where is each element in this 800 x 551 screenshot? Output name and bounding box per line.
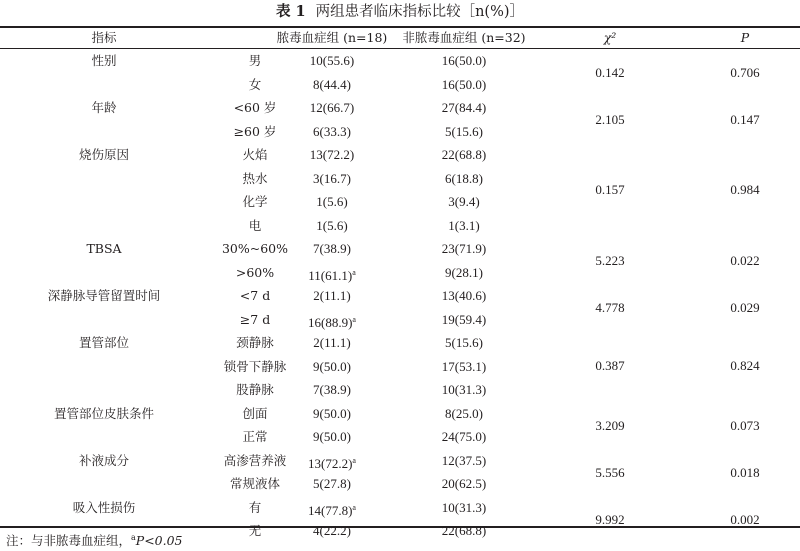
group1-value-text: 1(5.6) <box>316 194 348 209</box>
table-title: 两组患者临床指标比较［n(%)］ <box>315 4 525 20</box>
header-indicator: 指标 <box>91 30 117 45</box>
chi-square-value <box>570 331 650 402</box>
group2-value <box>400 284 528 308</box>
group2-value-text: 23(71.9) <box>441 241 487 256</box>
group1-value-text: 3(16.7) <box>313 170 351 186</box>
group1-value-text: 5(27.8) <box>313 476 351 491</box>
significance-marker: a <box>352 502 356 512</box>
chi-square-value <box>570 284 650 331</box>
indicator-label <box>0 496 208 520</box>
indicator-label-text: 置管部位皮肤条件 <box>53 405 154 421</box>
p-value <box>700 96 790 143</box>
subcategory-label-text: ≥7 d <box>239 311 271 327</box>
group2-value-text: 9(28.1) <box>445 264 483 280</box>
group1-value-text: 1(5.6) <box>316 217 348 233</box>
indicator-label-text: 年龄 <box>91 100 117 115</box>
chi-square-value-text: 3.209 <box>595 417 625 433</box>
group2-value <box>400 472 528 496</box>
subcategory-label-text: 男 <box>248 53 262 68</box>
group1-value-text: 16(88.9) <box>308 314 353 330</box>
group2-value <box>400 449 528 473</box>
group1-value-text: 4(22.2) <box>313 523 351 538</box>
p-value-text: 0.018 <box>730 464 760 480</box>
group1-value <box>272 308 392 332</box>
note-prefix: 注：与非脓毒血症组， <box>6 533 132 548</box>
p-value-text: 0.002 <box>730 511 760 527</box>
indicator-label-text: 补液成分 <box>78 452 129 468</box>
group1-value-text: 6(33.3) <box>313 123 351 139</box>
group2-value-text: 16(50.0) <box>441 53 487 68</box>
group1-value <box>272 167 392 191</box>
p-value-text: 0.073 <box>730 417 760 433</box>
header-group1: 脓毒血症组 (n=18) <box>276 30 388 45</box>
indicator-label <box>0 284 208 308</box>
group2-value-text: 19(59.4) <box>441 311 487 327</box>
group1-value <box>272 472 392 496</box>
group2-value <box>400 143 528 167</box>
group1-value <box>272 237 392 261</box>
group1-value <box>272 214 392 238</box>
p-value <box>700 237 790 284</box>
group1-value <box>272 96 392 120</box>
group2-value <box>400 402 528 426</box>
chi-square-value <box>570 402 650 449</box>
group2-value-text: 20(62.5) <box>441 476 487 491</box>
indicator-label-text: 烧伤原因 <box>78 147 129 162</box>
group2-value-text: 10(31.3) <box>441 382 487 397</box>
chi-square-value <box>570 49 650 96</box>
group2-value <box>400 237 528 261</box>
group2-value <box>400 425 528 449</box>
indicator-label <box>0 402 208 426</box>
group2-value <box>400 73 528 97</box>
group1-value-text: 8(44.4) <box>313 76 351 92</box>
group1-value-text: 2(11.1) <box>313 335 351 350</box>
chi-square-value-text: 5.223 <box>595 253 625 268</box>
header-group2: 非脓毒血症组 (n=32) <box>402 30 526 45</box>
p-value <box>700 402 790 449</box>
subcategory-label-text: 30%~60% <box>221 241 289 256</box>
group2-value-text: 8(25.0) <box>445 405 483 421</box>
significance-marker: a <box>352 267 356 277</box>
group2-value-text: 22(68.8) <box>441 523 487 538</box>
chi-square-value-text: 0.157 <box>595 182 625 197</box>
table-note <box>6 528 183 548</box>
table-caption <box>0 0 800 24</box>
subcategory-label-text: >60% <box>235 264 275 280</box>
chi-square-value-text: 9.992 <box>595 511 625 527</box>
group1-value-text: 11(61.1) <box>308 267 353 283</box>
chi-square-value-text: 0.387 <box>595 358 625 373</box>
group2-value-text: 1(3.1) <box>448 217 480 233</box>
group1-value <box>272 49 392 73</box>
chi-square-value <box>570 496 650 543</box>
group2-value-text: 10(31.3) <box>441 499 487 515</box>
header-chi-square: χ² <box>603 30 617 45</box>
group2-value <box>400 96 528 120</box>
group1-value-text: 13(72.2) <box>308 455 353 471</box>
group1-value <box>272 190 392 214</box>
subcategory-label-text: 化学 <box>242 194 268 209</box>
p-value <box>700 496 790 543</box>
group2-value-text: 13(40.6) <box>441 288 487 303</box>
indicator-label-text: 吸入性损伤 <box>72 499 136 515</box>
group2-value-text: 27(84.4) <box>441 100 487 115</box>
group2-value-text: 5(15.6) <box>445 123 483 139</box>
group2-value-text: 12(37.5) <box>441 452 487 468</box>
group1-value <box>272 261 392 285</box>
subcategory-label-text: ≥60 岁 <box>233 123 277 139</box>
group2-value <box>400 190 528 214</box>
group2-value <box>400 355 528 379</box>
indicator-label-text: 性别 <box>91 53 117 68</box>
chi-square-value-text: 0.142 <box>595 65 625 80</box>
group1-value <box>272 378 392 402</box>
chi-square-value-text: 4.778 <box>595 300 625 315</box>
group2-value <box>400 378 528 402</box>
chi-square-value-text: 2.105 <box>595 112 625 127</box>
group2-value-text: 16(50.0) <box>441 76 487 92</box>
p-value-text: 0.984 <box>730 182 760 197</box>
group2-value <box>400 214 528 238</box>
chi-square-value <box>570 96 650 143</box>
group2-value <box>400 261 528 285</box>
group2-value <box>400 308 528 332</box>
indicator-label-text: TBSA <box>86 241 122 256</box>
group2-value-text: 5(15.6) <box>445 335 483 350</box>
header-p-value: P <box>740 30 750 45</box>
group2-value-text: 22(68.8) <box>441 147 487 162</box>
p-value-text: 0.706 <box>730 65 760 80</box>
group1-value <box>272 331 392 355</box>
note-superscript: a <box>131 533 136 542</box>
significance-marker: a <box>352 455 356 465</box>
chi-square-value <box>570 237 650 284</box>
chi-square-value <box>570 449 650 496</box>
table-label: 表 1 <box>275 3 306 20</box>
subcategory-label-text: 常规液体 <box>229 476 280 491</box>
indicator-label <box>0 49 208 73</box>
p-value <box>700 284 790 331</box>
group1-value <box>272 496 392 520</box>
group1-value-text: 13(72.2) <box>309 147 355 162</box>
group1-value <box>272 355 392 379</box>
group1-value-text: 9(50.0) <box>313 429 351 444</box>
group1-value-text: 7(38.9) <box>313 382 351 397</box>
group1-value-text: 9(50.0) <box>313 358 351 374</box>
chi-square-value <box>570 143 650 237</box>
p-value <box>700 331 790 402</box>
group1-value <box>272 120 392 144</box>
subcategory-label-text: 无 <box>248 523 262 538</box>
p-value-text: 0.147 <box>730 112 760 127</box>
subcategory-label-text: <7 d <box>239 288 271 303</box>
group1-value <box>272 449 392 473</box>
indicator-label <box>0 331 208 355</box>
group2-value <box>400 49 528 73</box>
group1-value-text: 2(11.1) <box>313 288 351 303</box>
subcategory-label-text: <60 岁 <box>233 100 277 115</box>
subcategory-label-text: 火焰 <box>242 147 268 162</box>
indicator-label <box>0 237 208 261</box>
subcategory-label-text: 正常 <box>242 429 268 444</box>
group1-value <box>272 73 392 97</box>
group2-value <box>400 120 528 144</box>
group1-value-text: 7(38.9) <box>313 241 351 256</box>
p-value-text: 0.022 <box>730 253 760 268</box>
group1-value-text: 12(66.7) <box>309 100 355 115</box>
p-value-text: 0.029 <box>730 300 760 315</box>
subcategory-label-text: 女 <box>248 76 262 92</box>
subcategory-label-text: 高渗营养液 <box>223 452 287 468</box>
group1-value-text: 10(55.6) <box>309 53 355 68</box>
chi-square-value-text: 5.556 <box>595 464 625 480</box>
p-value <box>700 143 790 237</box>
subcategory-label-text: 有 <box>248 499 262 515</box>
indicator-label <box>0 449 208 473</box>
subcategory-label-text: 颈静脉 <box>236 335 274 350</box>
group2-value-text: 17(53.1) <box>441 358 487 374</box>
group1-value <box>272 425 392 449</box>
subcategory-label-text: 电 <box>248 217 262 233</box>
indicator-label-text: 深静脉导管留置时间 <box>47 288 161 303</box>
group2-value <box>400 496 528 520</box>
group2-value-text: 24(75.0) <box>441 429 487 444</box>
group1-value <box>272 143 392 167</box>
p-value <box>700 449 790 496</box>
p-value <box>700 49 790 96</box>
p-value-text: 0.824 <box>730 358 760 373</box>
subcategory-label-text: 股静脉 <box>236 382 274 397</box>
group2-value-text: 3(9.4) <box>448 194 480 209</box>
indicator-label <box>0 96 208 120</box>
indicator-label-text: 置管部位 <box>78 335 129 350</box>
group2-value <box>400 331 528 355</box>
subcategory-label-text: 热水 <box>242 170 268 186</box>
subcategory-label-text: 锁骨下静脉 <box>223 358 287 374</box>
group2-value-text: 6(18.8) <box>445 170 483 186</box>
note-suffix: P<0.05 <box>135 533 183 548</box>
group1-value <box>272 284 392 308</box>
group1-value <box>272 402 392 426</box>
group2-value <box>400 167 528 191</box>
group2-value <box>400 519 528 543</box>
group1-value-text: 9(50.0) <box>313 405 351 421</box>
subcategory-label-text: 创面 <box>242 405 268 421</box>
indicator-label <box>0 143 208 167</box>
significance-marker: a <box>352 314 356 324</box>
group1-value <box>272 519 392 543</box>
group1-value-text: 14(77.8) <box>308 502 353 518</box>
